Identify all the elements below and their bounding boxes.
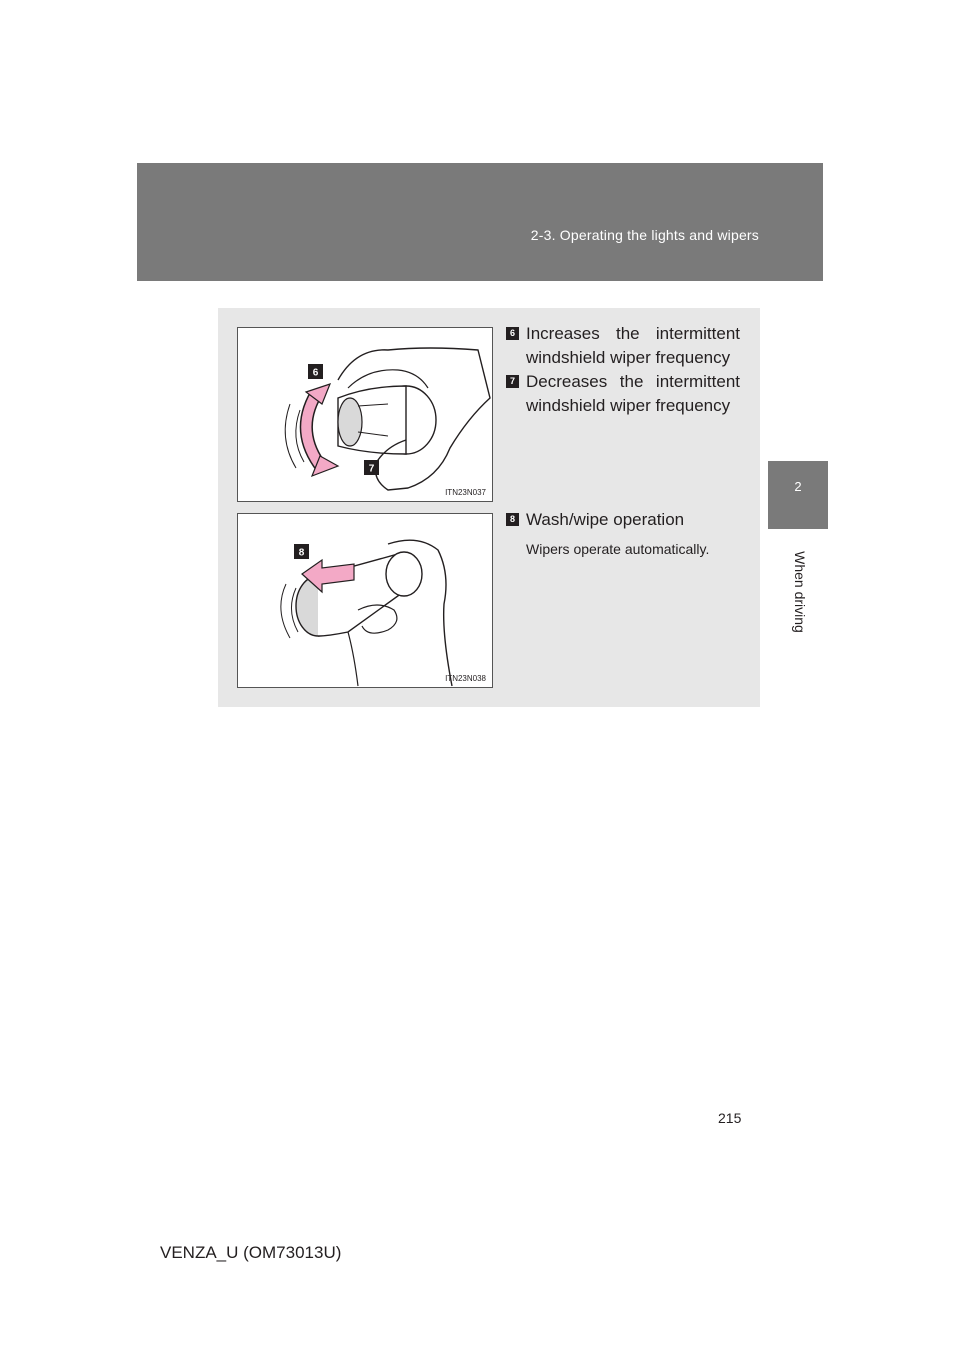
item-wash-wipe: [506, 508, 740, 532]
item-text: Increases the intermittent windshield wiper frequency: [526, 324, 740, 367]
chapter-number: 2: [794, 479, 802, 494]
wash-wipe-illustration: [238, 514, 494, 689]
figure-wash-wipe: [237, 513, 493, 688]
model-code: VENZA_U (OM73013U): [160, 1243, 342, 1262]
chapter-tab: [768, 461, 828, 529]
section-title: 2-3. Operating the lights and wipers: [530, 227, 759, 243]
page-number: 215: [718, 1110, 742, 1126]
wiper-frequency-illustration: [238, 328, 494, 503]
item-decrease-frequency: [506, 370, 740, 418]
item-text: Decreases the intermittent windshield wiper frequency: [526, 372, 740, 415]
item-increase-frequency: [506, 322, 740, 370]
item-number-badge: 7: [506, 375, 519, 388]
item-number-badge: 8: [506, 513, 519, 526]
callout-7: 7: [368, 463, 375, 475]
wash-wipe-note: Wipers operate automatically.: [526, 541, 710, 557]
figure-code: ITN23N037: [445, 488, 486, 497]
item-text: Wash/wipe operation: [526, 510, 685, 529]
header-band: [137, 163, 823, 281]
callout-6: 6: [312, 367, 319, 379]
figure-code: ITN23N038: [445, 674, 486, 683]
chapter-label: When driving: [792, 551, 808, 633]
item-number-badge: 6: [506, 327, 519, 340]
callout-8: 8: [298, 547, 305, 559]
figure-wiper-frequency: [237, 327, 493, 502]
